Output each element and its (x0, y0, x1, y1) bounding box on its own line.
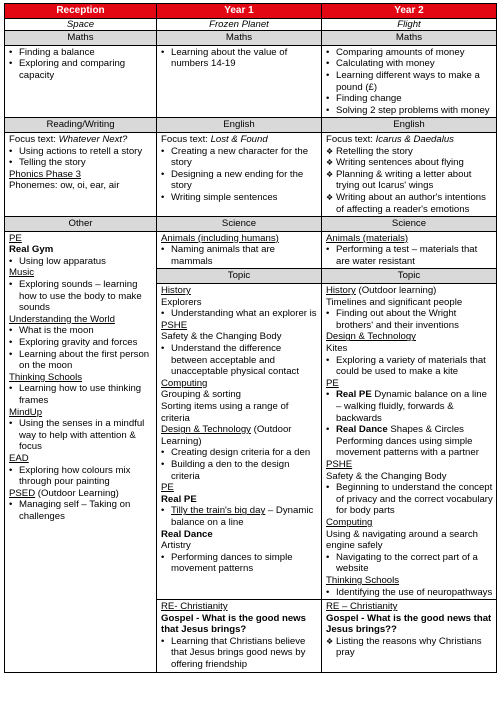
focus-text (9, 134, 153, 146)
list-item: • Creating a new character for the story (161, 146, 318, 169)
focus-text (326, 134, 493, 146)
thinking-schools-heading: Thinking Schools (326, 574, 400, 586)
re-year2 (322, 600, 497, 673)
list-item: • Comparing amounts of money (326, 47, 493, 59)
history-sub: Explorers (161, 296, 202, 308)
list-item: • Naming animals that are mammals (161, 244, 318, 267)
real-gym-heading: Real Gym (9, 244, 54, 256)
real-pe-desc: Dynamic balance on a line – walking fluidly, forwards & backwards (336, 389, 487, 424)
list-item: • Designing a new ending for the story (161, 169, 318, 192)
history-sub: Timelines and significant people (326, 296, 463, 308)
dance-sub: Artistry (161, 540, 191, 552)
list-item: • Exploring sounds – learning how to use the body to make sounds (9, 279, 153, 314)
maths-content-row (5, 45, 497, 118)
header-year1: Year 1 (157, 4, 322, 19)
literacy-content-row (5, 132, 497, 216)
theme-year1: Frozen Planet (157, 18, 322, 31)
list-item: • Exploring how colours mix through pour painting (9, 465, 153, 488)
header-reception: Reception (5, 4, 157, 19)
re-heading: RE – Christianity (326, 601, 398, 613)
pe-heading: PE (326, 377, 339, 389)
maths-title-reception: Maths (5, 31, 157, 46)
topic-title-year1: Topic (157, 269, 322, 284)
science-heading: Animals (including humans) (161, 232, 279, 244)
list-item: • Beginning to understand the concept of privacy and the correct vocabulary for body parts (326, 482, 493, 517)
computing-text: Sorting items using a range of criteria (161, 401, 289, 424)
list-item: • Finding change (326, 93, 493, 105)
music-heading: Music (9, 267, 35, 279)
literacy-title-row (5, 118, 497, 133)
maths-title-row (5, 31, 497, 46)
real-pe-label: Real PE (336, 389, 372, 401)
computing-heading: Computing (326, 516, 373, 528)
list-item: • Using actions to retell a story (9, 146, 153, 158)
literacy-year2 (322, 132, 497, 216)
list-item: • Exploring and comparing capacity (9, 58, 153, 81)
history-label: History (326, 285, 356, 297)
computing-sub: Using & navigating around a search engine safely (326, 528, 478, 552)
topic-year1 (157, 284, 322, 600)
list-item: • Learning about the value of numbers 14-19 (161, 47, 318, 70)
real-dance-desc: Shapes & Circles Performing dances using simple movement patterns with a partner (336, 424, 479, 459)
real-dance-heading: Real Dance (161, 528, 213, 540)
list-item: • Identifying the use of neuropathways (326, 587, 493, 599)
computing-heading: Computing (161, 377, 208, 389)
pe-unit-desc: – Dynamic balance on a line (171, 505, 314, 528)
pshe-heading: PSHE (161, 319, 188, 331)
list-item (326, 424, 493, 459)
list-item: ❖ Writing sentences about flying (326, 157, 493, 169)
focus-title: Lost & Found (210, 133, 268, 145)
list-item: • Exploring a variety of materials that could be used to make a kite (326, 355, 493, 378)
year-header-row (5, 4, 497, 19)
list-item: • Learning how to use thinking frames (9, 383, 153, 406)
reading-writing-title: Reading/Writing (5, 118, 157, 133)
maths-reception (5, 45, 157, 118)
pshe-sub: Safety & the Changing Body (161, 331, 282, 343)
science-year1 (157, 231, 322, 269)
real-pe-heading: Real PE (161, 493, 197, 505)
dt-heading: Design & Technology (326, 331, 416, 343)
pe-heading: PE (161, 482, 174, 494)
science-content-row (5, 231, 497, 269)
dt-label: Design & Technology (161, 424, 251, 436)
other-title: Other (5, 217, 157, 232)
dt-heading (161, 424, 318, 447)
science-title-year2: Science (322, 217, 497, 232)
english-title-year1: English (157, 118, 322, 133)
pe-unit-title: Tilly the train's big day (171, 505, 266, 517)
list-item: • Understand the difference between acceptable and unacceptable physical contact (161, 343, 318, 378)
computing-sub: Grouping & sorting (161, 389, 241, 401)
psed-label: PSED (9, 487, 36, 499)
theme-year2: Flight (322, 18, 497, 31)
list-item: • Using the senses in a mindful way to help with attention & focus (9, 418, 153, 453)
maths-title-year2: Maths (322, 31, 497, 46)
ead-heading: EAD (9, 452, 29, 464)
list-item: • Performing dances to simple movement patterns (161, 552, 318, 575)
phonics-heading: Phonics Phase 3 (9, 168, 81, 180)
dt-suffix: (Outdoor Learning) (161, 424, 292, 447)
literacy-reception (5, 132, 157, 216)
list-item (161, 505, 318, 528)
list-item: • Learning about the first person on the moon (9, 349, 153, 372)
curriculum-table (4, 3, 497, 673)
list-item: • Learning different ways to make a pound (£) (326, 70, 493, 93)
list-item: • Exploring gravity and forces (9, 337, 153, 349)
pshe-sub: Safety & the Changing Body (326, 470, 447, 482)
re-question: Gospel - What is the good news that Jesus brings? (161, 612, 306, 636)
maths-title-year1: Maths (157, 31, 322, 46)
pshe-heading: PSHE (326, 458, 353, 470)
theme-row (5, 18, 497, 31)
list-item: ❖ Planning & writing a letter about trying out Icarus' wings (326, 169, 493, 192)
english-title-year2: English (322, 118, 497, 133)
list-item: • Telling the story (9, 157, 153, 169)
focus-title: Whatever Next? (58, 133, 128, 145)
list-item: • Performing a test – materials that are water resistant (326, 244, 493, 267)
literacy-year1 (157, 132, 322, 216)
focus-label: Focus text: (9, 133, 59, 145)
list-item: • Building a den to the design criteria (161, 459, 318, 482)
history-heading: History (161, 285, 191, 297)
header-year2: Year 2 (322, 4, 497, 19)
psed-heading (9, 488, 153, 500)
list-item: • What is the moon (9, 325, 153, 337)
focus-title: Icarus & Daedalus (375, 133, 454, 145)
list-item: ❖ Writing about an author's intentions of affecting a reader's emotions (326, 192, 493, 215)
list-item: • Learning that Christians believe that Jesus brings good news by offering friendship (161, 636, 318, 671)
list-item: • Solving 2 step problems with money (326, 105, 493, 117)
science-year2 (322, 231, 497, 269)
list-item (326, 389, 493, 424)
science-title-year1: Science (157, 217, 322, 232)
real-dance-label: Real Dance (336, 424, 388, 436)
other-science-title-row (5, 217, 497, 232)
psed-suffix: (Outdoor Learning) (35, 487, 119, 499)
focus-text (161, 134, 318, 146)
list-item: • Finding out about the Wright brothers' and their inventions (326, 308, 493, 331)
list-item: • Navigating to the correct part of a website (326, 552, 493, 575)
list-item: • Creating design criteria for a den (161, 447, 318, 459)
maths-year1 (157, 45, 322, 118)
focus-label: Focus text: (161, 133, 211, 145)
list-item: ❖ Retelling the story (326, 146, 493, 158)
mindup-heading: MindUp (9, 406, 43, 418)
re-year1 (157, 600, 322, 673)
list-item: • Writing simple sentences (161, 192, 318, 204)
theme-reception: Space (5, 18, 157, 31)
topic-year2 (322, 284, 497, 600)
list-item: • Finding a balance (9, 47, 153, 59)
list-item: • Understanding what an explorer is (161, 308, 318, 320)
thinking-schools-heading: Thinking Schools (9, 371, 83, 383)
list-item: • Using low apparatus (9, 256, 153, 268)
history-suffix: (Outdoor learning) (355, 285, 437, 297)
focus-label: Focus text: (326, 133, 376, 145)
curriculum-overview (4, 3, 496, 673)
list-item: • Managing self – Taking on challenges (9, 499, 153, 522)
history-heading (326, 285, 493, 297)
re-heading: RE- Christianity (161, 601, 228, 613)
phonemes-text: Phonemes: ow, oi, ear, air (9, 180, 120, 192)
pe-heading: PE (9, 232, 22, 244)
other-reception (5, 231, 157, 672)
list-item: ❖ Listing the reasons why Christians pray (326, 636, 493, 659)
topic-title-year2: Topic (322, 269, 497, 284)
re-question: Gospel - What is the good news that Jesus brings?? (326, 612, 492, 636)
dt-sub: Kites (326, 343, 348, 355)
maths-year2 (322, 45, 497, 118)
science-heading: Animals (materials) (326, 232, 409, 244)
list-item: • Calculating with money (326, 58, 493, 70)
utw-heading: Understanding the World (9, 313, 115, 325)
